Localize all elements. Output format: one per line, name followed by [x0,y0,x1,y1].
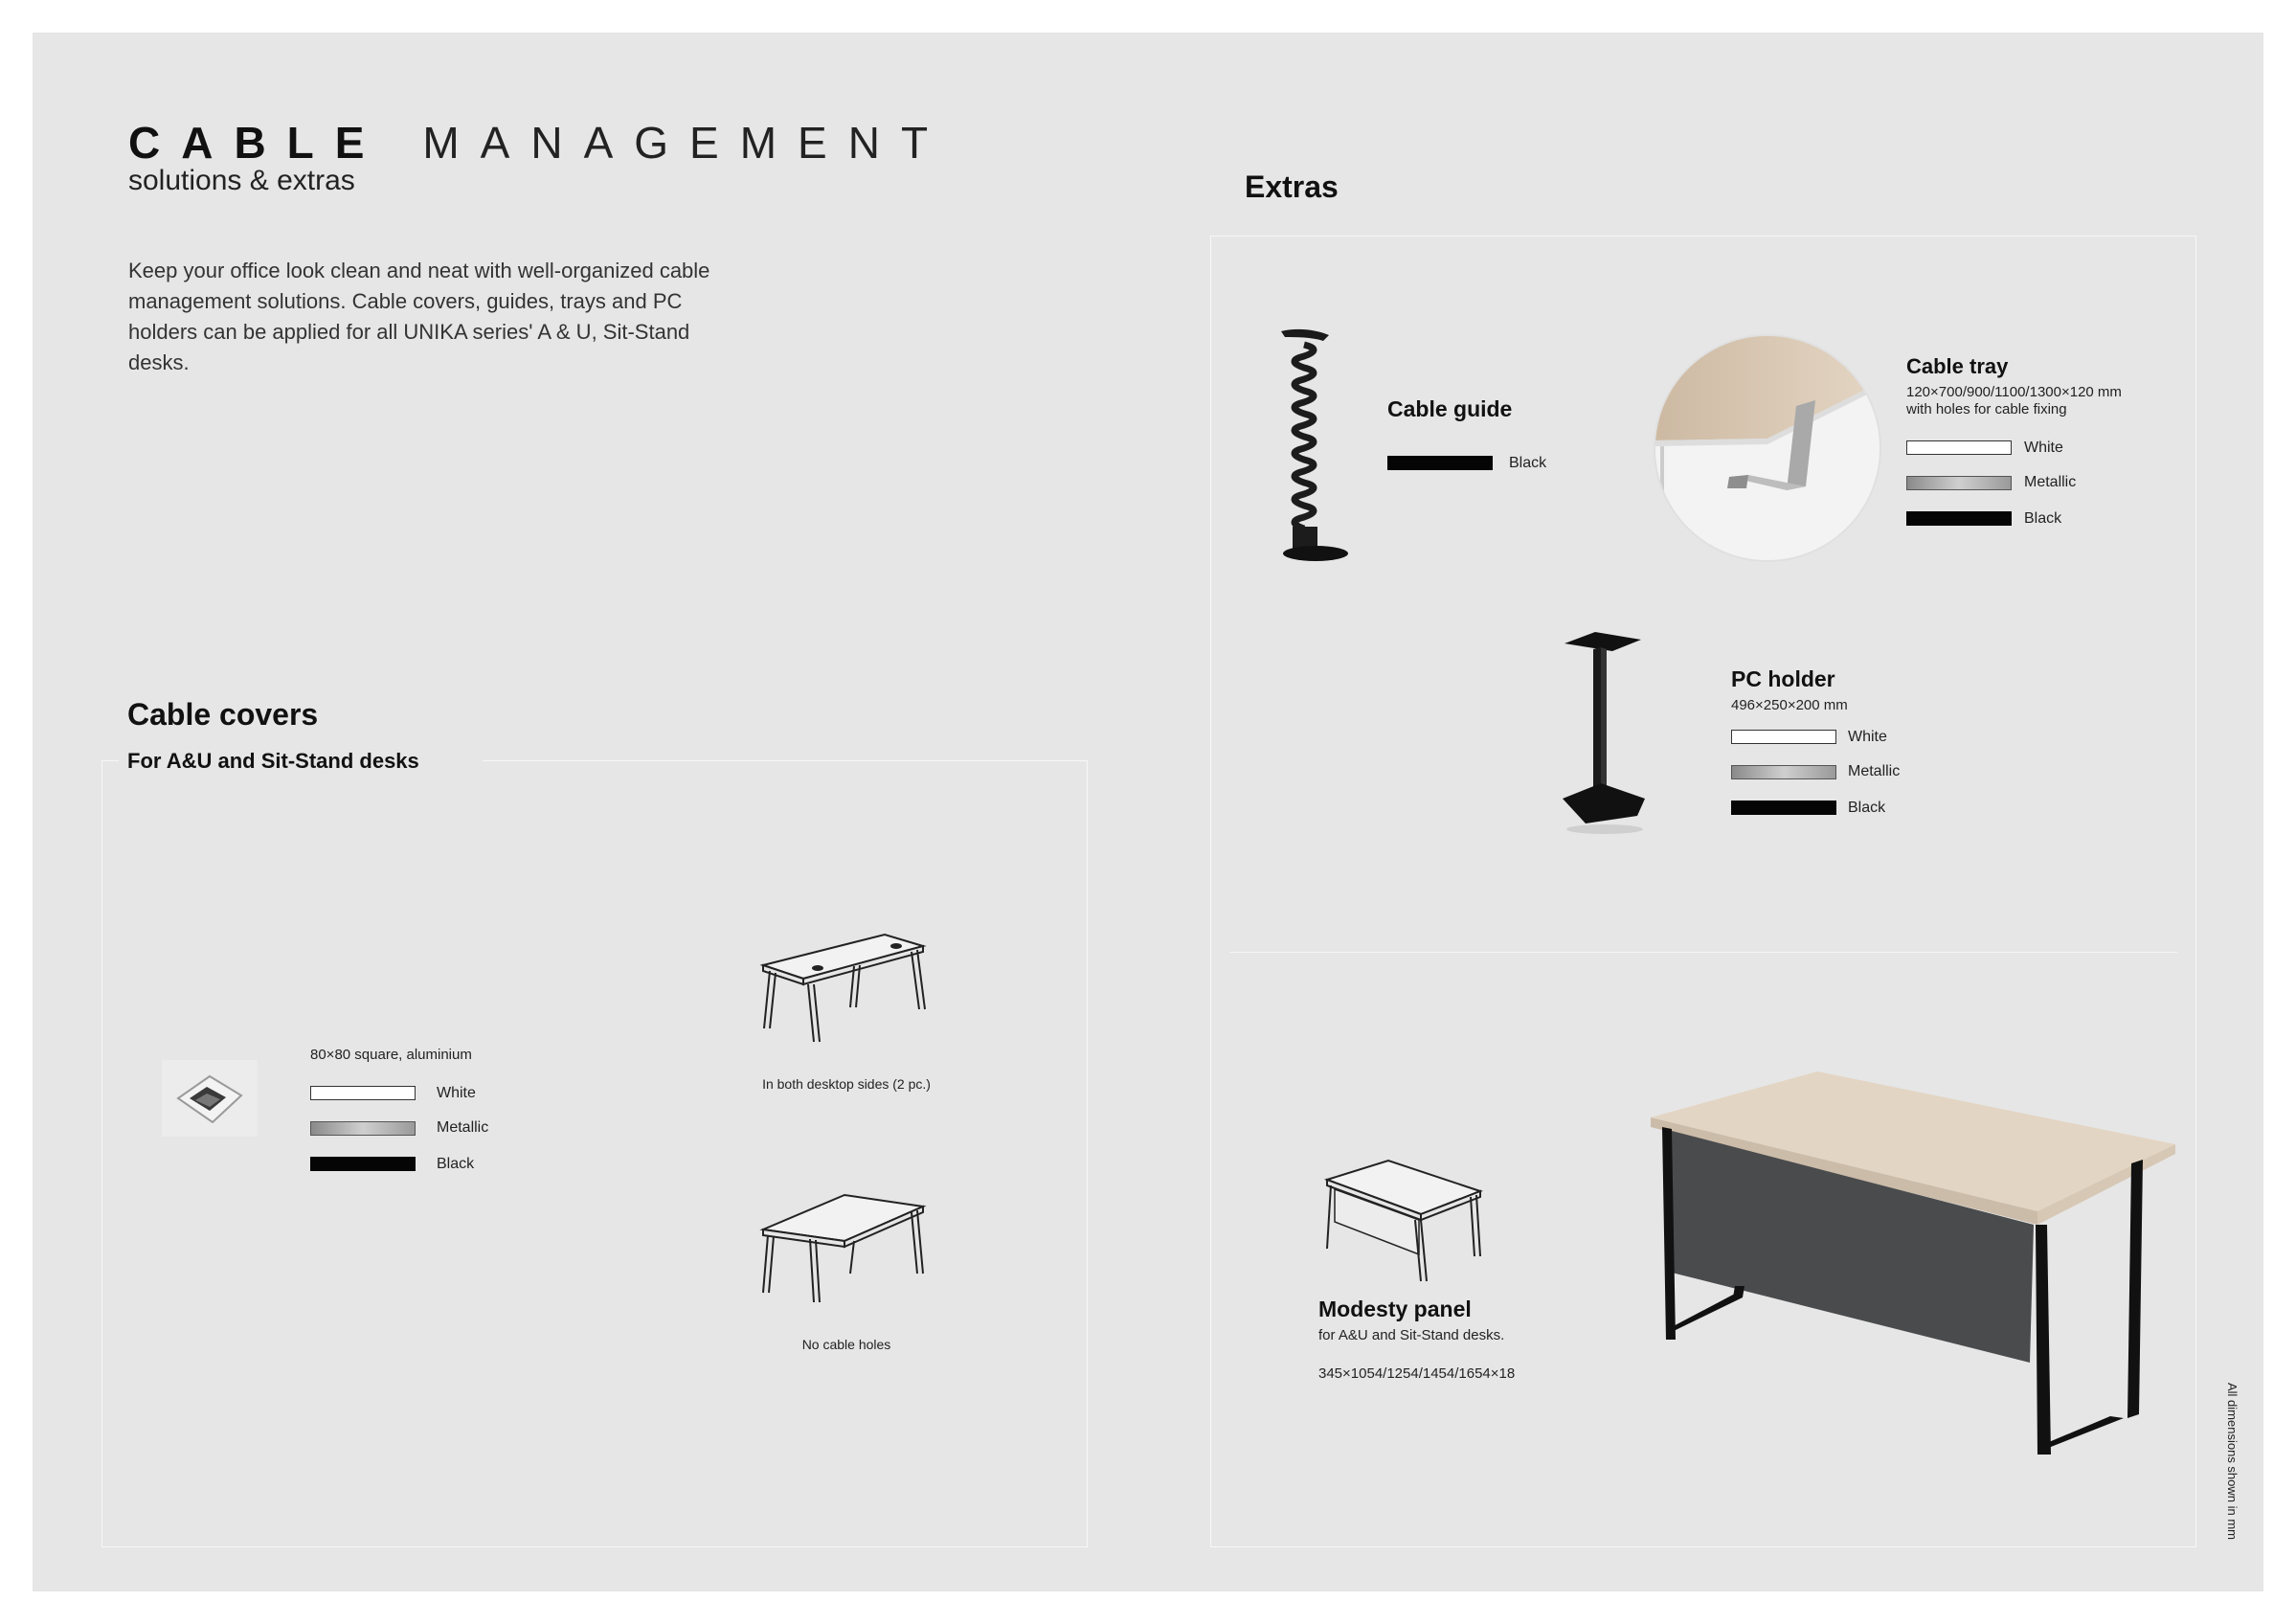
cable-tray-title: Cable tray [1906,354,2009,378]
cable-tray-spec-1: 120×700/900/1100/1300×120 mm [1906,384,2122,400]
swatch-label: Metallic [1848,763,1901,779]
swatch-label: Black [2024,510,2062,527]
cable-cover-spec: 80×80 square, aluminium [310,1047,472,1063]
swatch-label: Black [1509,455,1547,471]
extras-divider [1229,952,2177,953]
intro-text: Keep your office look clean and neat with well-organized cable management solutions. Cable covers, guides, trays and PC holders can be applied for all UNIKA series' A & U, Sit-Stand desks. [128,259,710,374]
title-bold: CABLE [128,118,386,168]
swatch-white [1906,440,2012,455]
swatch-black [1906,511,2012,526]
pc-holder-image [1536,628,1670,858]
swatch-metallic [1731,765,1836,779]
catalog-page [33,33,2263,1591]
swatch-white [310,1086,416,1100]
swatch-black [1387,456,1493,470]
extras-heading: Extras [1245,169,1339,204]
swatch-black [1731,801,1836,815]
swatch-label: Metallic [437,1119,489,1136]
modesty-panel-spec: 345×1054/1254/1454/1654×18 [1318,1365,1516,1382]
swatch-label: White [437,1085,476,1101]
cable-cover-image [157,1055,262,1141]
cable-tray-image [1653,333,1882,563]
cable-covers-heading: Cable covers [127,697,319,732]
desk-bottom-caption: No cable holes [801,1337,891,1352]
swatch-black [310,1157,416,1171]
desk-with-holes-illustration [758,933,931,1048]
cable-guide-title: Cable guide [1387,396,1513,421]
swatch-label: White [1848,729,1887,745]
cable-covers-box [101,760,1088,1547]
page-title [128,117,949,169]
cable-guide-image [1277,327,1363,567]
pc-holder-spec: 496×250×200 mm [1731,697,1848,713]
cable-tray-spec-2: with holes for cable fixing [1906,401,2067,417]
swatch-white [1731,730,1836,744]
title-light: MANAGEMENT [422,118,950,168]
desk-no-holes-illustration [758,1193,931,1308]
swatch-metallic [310,1121,416,1136]
swatch-metallic [1906,476,2012,490]
swatch-label: White [2024,440,2063,456]
swatch-label: Black [437,1156,475,1172]
modesty-panel-illustration [1321,1159,1494,1302]
cable-covers-subheading: For A&U and Sit-Stand desks [127,749,419,773]
swatch-label: Metallic [2024,474,2077,490]
modesty-panel-desk-image [1651,1071,2187,1455]
swatch-label: Black [1848,800,1886,816]
page-subtitle: solutions & extras [128,165,355,196]
pc-holder-title: PC holder [1731,666,1835,691]
modesty-panel-subtitle: for A&U and Sit-Stand desks. [1318,1327,1505,1343]
footer-note: All dimensions shown in mm [2225,1383,2240,1541]
modesty-panel-title: Modesty panel [1318,1297,1472,1321]
desk-top-caption: In both desktop sides (2 pc.) [762,1076,931,1092]
